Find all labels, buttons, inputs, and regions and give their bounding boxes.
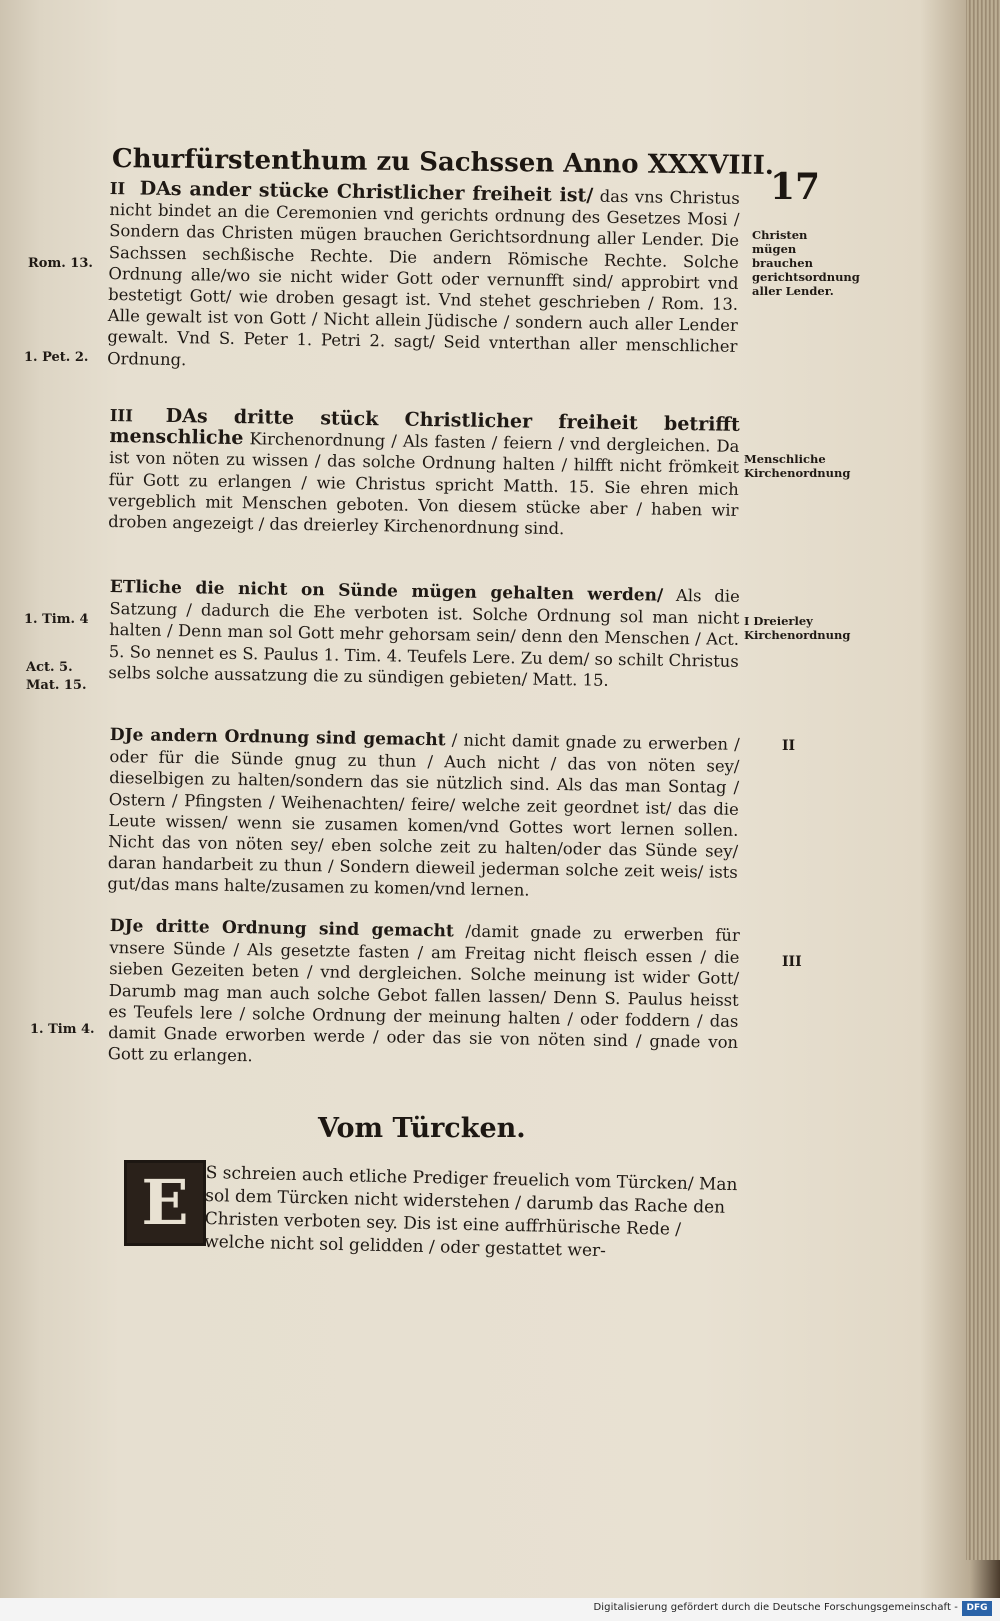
final-paragraph [204, 1162, 738, 1266]
dfg-logo-icon: DFG [962, 1601, 992, 1616]
section-text: das vns Christus nicht bindet an die Ceremonien vnd gerichts ordnung des Gesetzes Mosi / Sondern das Christen mügen brauchen Gerichtsordnung aller Lender. Die Sachssen sechßische Rechte. Die andern Römische Rechte. Solche Ordnung alle/wo sie nicht wider Gott oder vernunfft sind/ approbirt vnd bestetigt Gott/ wie droben gesagt ist. Vnd stehet geschrieben / Rom. 13. Alle gewalt ist von Gott / Nicht allein Jüdische / sondern auch aller Lender gewalt. Vnd S. Peter 1. Petri 2. sagt/ Seid vnterthan aller menschlicher Ordnung. [107, 186, 740, 369]
section-text: Kirchenordnung / Als fasten / feiern / vnd dergleichen. Da ist von nöten zu wissen / das solche Ordnung halten / hilfft nicht frömkeit für Gott zu erlangen / wie Christus spricht Matth. 15. Sie ehren mich vergeblich mit Menschen geboten. Von diesem stücke aber / haben wir droben angezeigt / das dreierley Kirchenordnung sind. [108, 429, 740, 539]
footer-credit: Digitalisierung gefördert durch die Deutsche Forschungsgemeinschaft - [593, 1602, 958, 1613]
margin-note-left: Mat. 15. [26, 678, 87, 693]
margin-note-right: III [782, 954, 802, 970]
paragraph-etliche [108, 576, 740, 693]
paragraph-lead: DJe andern Ordnung sind gemacht [109, 724, 446, 751]
margin-note-right: Menschliche Kirchenordnung [744, 452, 851, 480]
section-numeral: III [109, 405, 133, 426]
margin-note-right: II [782, 738, 796, 754]
page-fore-edge [966, 0, 1000, 1560]
margin-note-left: Act. 5. [26, 660, 73, 675]
section-heading: Vom Türcken. [318, 1113, 526, 1144]
section-lead: DAs ander stücke Christlicher freiheit ist/ [139, 177, 594, 207]
decorated-initial: E [124, 1160, 206, 1246]
running-head: Churfürstenthum zu Sachssen Anno XXXVIII. [111, 144, 775, 181]
final-paragraph-text: S schreien auch etliche Prediger freuelich vom Türcken/ Man sol dem Türcken nicht widerstehen / darumb das Rache den Christen verboten sey. Dis ist eine auffrhürische Rede / welche nicht sol gelidden / oder gestattet wer- [203, 1162, 738, 1262]
paragraph-text: Als die Satzung / dadurch die Ehe verboten ist. Solche Ordnung sol man nicht halten / Denn man sol Gott mehr gehorsam sein/ denn den Menschen / Act. 5. So nennet es S. Paulus 1. Tim. 4. Teufels Lere. Zu dem/ so schilt Christus selbs solche aussatzung die zu sündigen gebieten/ Matt. 15. [108, 585, 740, 690]
section-numeral: II [109, 178, 126, 199]
paragraph-lead: ETliche die nicht on Sünde mügen gehalten werden/ [109, 576, 664, 606]
margin-note-left: 1. Tim. 4 [24, 612, 89, 627]
margin-note-right: I Dreierley Kirchenordnung [744, 614, 851, 642]
paragraph-die-dritte [108, 915, 740, 1074]
section-lead: DAs dritte stück Christlicher freiheit betrifft menschliche [109, 404, 740, 450]
margin-note-left: 1. Tim 4. [30, 1022, 95, 1037]
section-2 [107, 178, 740, 379]
footer-bar [0, 1598, 1000, 1621]
margin-note-right: Christen mügen brauchen gerichtsordnung aller Lender. [752, 228, 860, 298]
paragraph-text: / nicht damit gnade zu erwerben / oder für die Sünde gnug zu thun / Auch nicht / das von nöten sey/ dieselbigen zu halten/sondern das sie nützlich sind. Als das man Sontag / Ostern / Pfingsten / Weihenachten/ feire/ welche zeit geordnet ist/ das die Leute wissen/ wenn sie zusamen komen/vnd Gottes wort lernen sollen. Nicht das von nöten sey/ eben solche zeit zu halten/oder das Sünde sey/ daran handarbeit zu thun / Sondern dieweil jederman solche zeit weis/ ists gut/das mans halte/zusamen zu komen/vnd lernen. [107, 730, 740, 901]
page-number: 17 [770, 166, 821, 208]
section-3 [108, 405, 740, 542]
margin-note-left: Rom. 13. [28, 256, 93, 271]
paragraph-lead: DJe dritte Ordnung sind gemacht [109, 915, 454, 942]
margin-note-left: 1. Pet. 2. [24, 350, 89, 365]
paragraph-die-andern [107, 724, 740, 904]
paragraph-text: /damit gnade zu erwerben für vnsere Sünde / Als gesetzte fasten / am Freitag nicht fleisch essen / die sieben Gezeiten beten / vnd dergleichen. Solche meinung ist wider Gott/ Darumb mag man auch solche Gebot fallen lassen/ Denn S. Paulus heisst es Teufels lere / solche Ordnung der meinung halten / oder foddern / das damit Gnade erworben werde / oder das sie von nöten sind / gnade von Gott zu erlangen. [107, 921, 740, 1066]
